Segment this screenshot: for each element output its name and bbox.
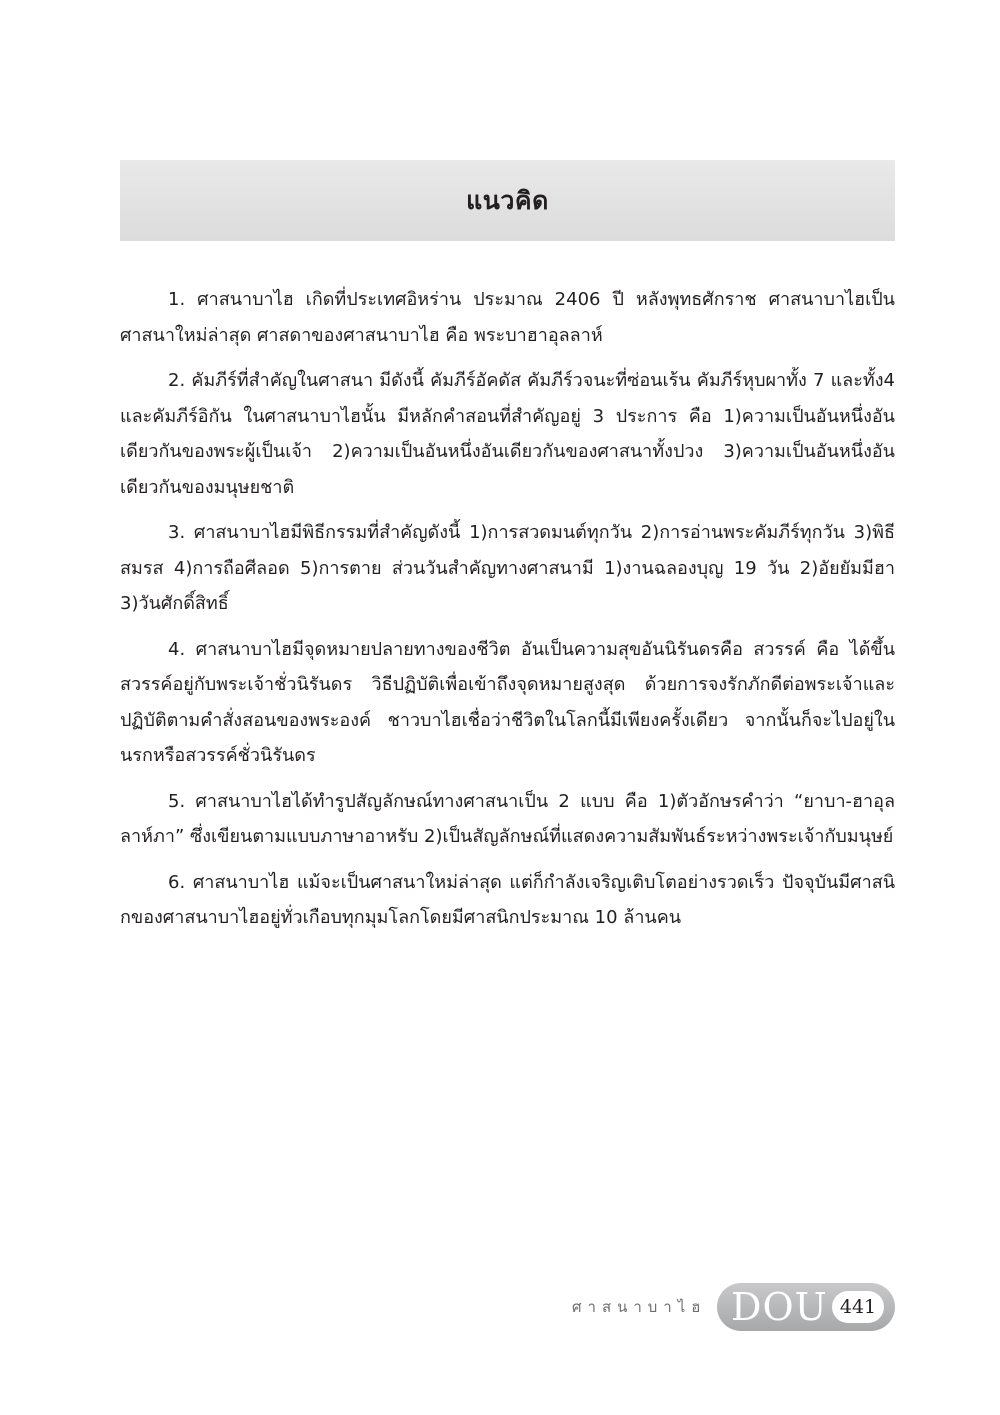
dou-logo-text: DOU: [731, 1285, 828, 1329]
paragraph-1: 1. ศาสนาบาไฮ เกิดที่ประเทศอิหร่าน ประมาณ 2406 ปี หลังพุทธศักราช ศาสนาบาไฮเป็นศาสนาใหม่ล่าสุด ศาสดาของศาสนาบาไฮ คือ พระบาฮาอุลลาห์: [120, 289, 895, 346]
running-title: ศาสนาบาไฮ: [572, 1298, 707, 1316]
paragraph-5: 5. ศาสนาบาไฮได้ทำรูปสัญลักษณ์ทางศาสนาเป็น 2 แบบ คือ 1)ตัวอักษรคำว่า “ยาบา-ฮาอุลลาห์ภา” ซึ่งเขียนตามแบบภาษาอาหรับ 2)เป็นสัญลักษณ์ที่แสดงความสัมพันธ์ระหว่างพระเจ้ากับมนุษย์: [120, 790, 895, 847]
paragraph-6: 6. ศาสนาบาไฮ แม้จะเป็นศาสนาใหม่ล่าสุด แต่ก็กำลังเจริญเติบโตอย่างรวดเร็ว ปัจจุบันมีศาสนิกของศาสนาบาไฮอยู่ทั่วเกือบทุกมุมโลกโดยมีศาสนิกประมาณ 10 ล้านคน: [120, 871, 895, 928]
page-number-badge: [832, 1291, 884, 1323]
page-number: 441: [839, 1296, 877, 1318]
section-title: แนวคิด: [466, 185, 549, 215]
dou-logo-badge: [717, 1283, 895, 1331]
body-content: [120, 282, 895, 946]
heading-banner: [120, 160, 895, 241]
paragraph-4: 4. ศาสนาบาไฮมีจุดหมายปลายทางของชีวิต อันเป็นความสุขอันนิรันดรคือ สวรรค์ คือ ได้ขึ้นสวรรค์อยู่กับพระเจ้าชั่วนิรันดร วิธีปฏิบัติเพื่อเข้าถึงจุดหมายสูงสุด ด้วยการจงรักภักดีต่อพระเจ้าและปฏิบัติตามคำสั่งสอนของพระองค์ ชาวบาไฮเชื่อว่าชีวิตในโลกนี้มีเพียงครั้งเดียว จากนั้นก็จะไปอยู่ในนรกหรือสวรรค์ชั่วนิรันดร: [120, 638, 895, 766]
paragraph-2: 2. คัมภีร์ที่สำคัญในศาสนา มีดังนี้ คัมภีร์อัคดัส คัมภีร์วจนะที่ซ่อนเร้น คัมภีร์หุบผาทั้ง 7 และทั้ง4 และคัมภีร์อิกัน ในศาสนาบาไฮนั้น มีหลักคำสอนที่สำคัญอยู่ 3 ประการ คือ 1)ความเป็นอันหนึ่งอันเดียวกันของพระผู้เป็นเจ้า 2)ความเป็นอันหนึ่งอันเดียวกันของศาสนาทั้งปวง 3)ความเป็นอันหนึ่งอันเดียวกันของมนุษยชาติ: [120, 370, 895, 498]
paragraph-3: 3. ศาสนาบาไฮมีพิธีกรรมที่สำคัญดังนี้ 1)การสวดมนต์ทุกวัน 2)การอ่านพระคัมภีร์ทุกวัน 3)พิธีสมรส 4)การถือศีลอด 5)การตาย ส่วนวันสำคัญทางศาสนามี 1)งานฉลองบุญ 19 วัน 2)อัยยัมมีฮา 3)วันศักดิ์สิทธิ์: [120, 522, 895, 614]
page-footer: [560, 1283, 900, 1331]
